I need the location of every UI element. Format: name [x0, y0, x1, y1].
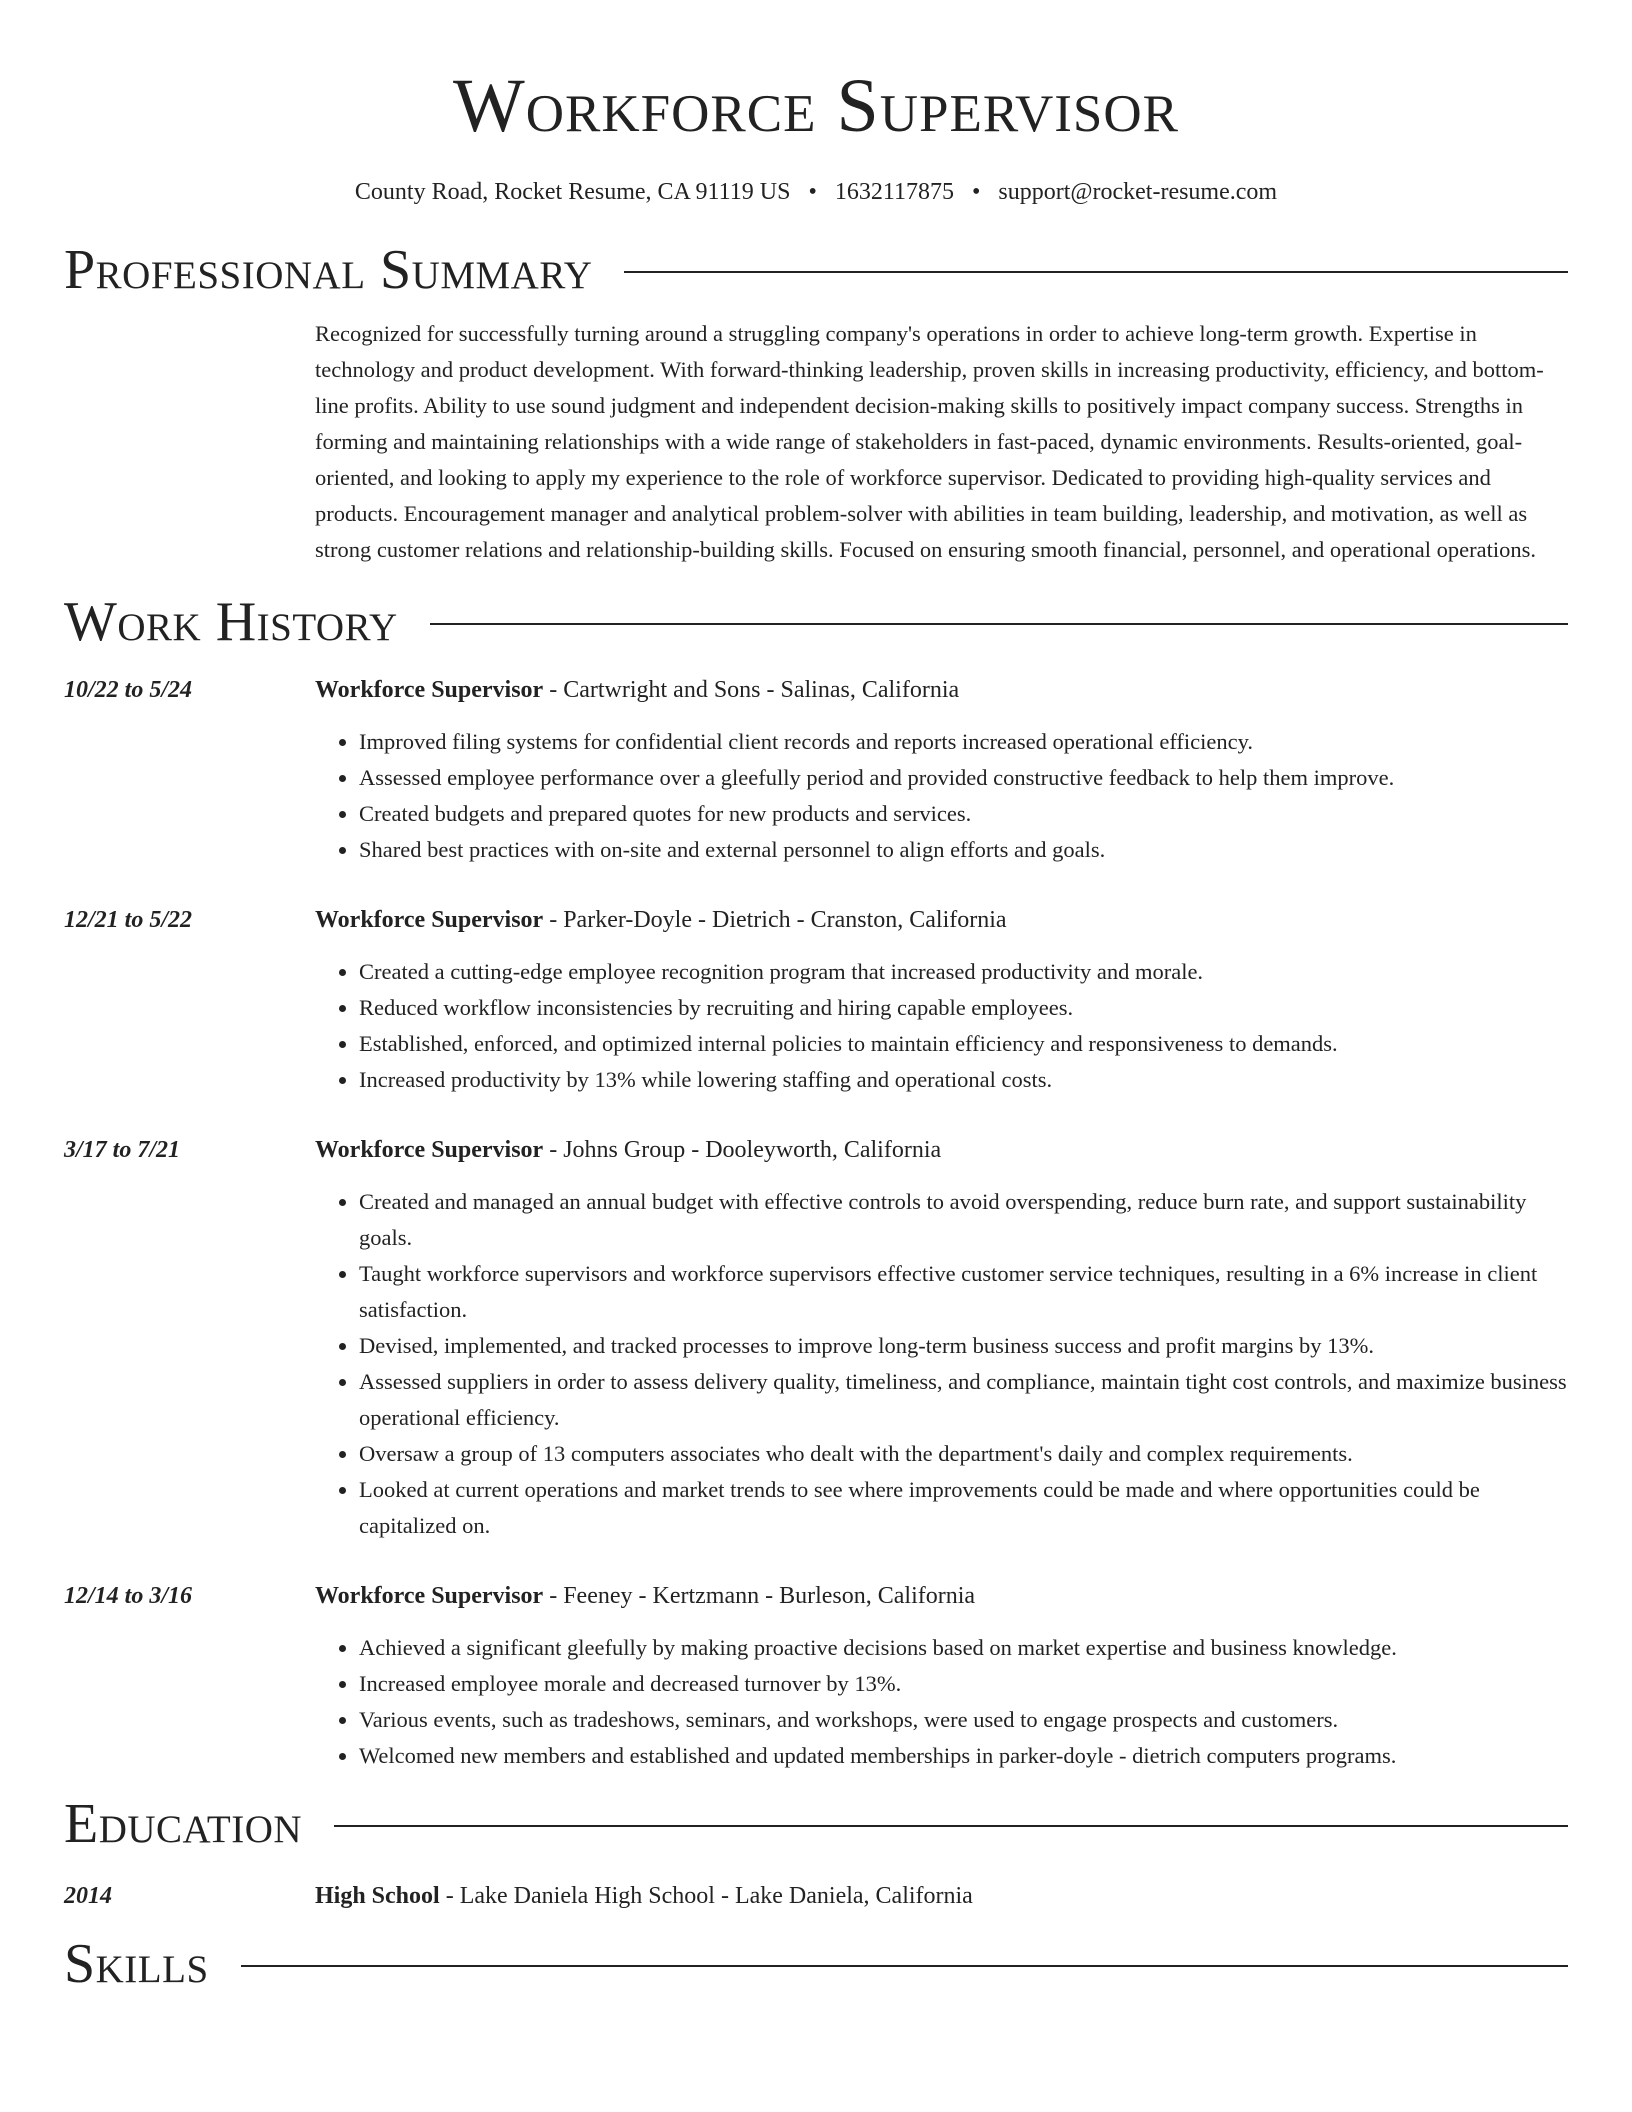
resume-name: Workforce Supervisor: [453, 64, 1179, 148]
skills-section-header: [64, 1928, 1568, 2000]
work-section-header: [64, 586, 1568, 658]
work-dates: 12/21 to 5/22: [64, 907, 193, 933]
education-year: 2014: [64, 1883, 112, 1909]
work-bullet: • Established, enforced, and optimized internal policies to maintain efficiency and responsiveness to demands.: [359, 1026, 1568, 1062]
work-employer-details: - Parker-Doyle - Dietrich - Cranston, California: [543, 907, 1007, 933]
work-bullet-list: [315, 724, 1568, 868]
work-employer-details: - Feeney - Kertzmann - Burleson, California: [543, 1583, 976, 1609]
education-section-header: [64, 1788, 1568, 1860]
work-bullet: • Welcomed new members and established and updated memberships in parker-doyle - dietrich computers programs.: [359, 1738, 1568, 1774]
section-divider: [334, 1825, 1568, 1827]
work-entry: [64, 1578, 1568, 1774]
work-bullet: • Achieved a significant gleefully by making proactive decisions based on market expertise and business knowledge.: [359, 1630, 1568, 1666]
work-employer-details: - Cartwright and Sons - Salinas, California: [543, 677, 960, 703]
work-employer-details: - Johns Group - Dooleyworth, California: [543, 1137, 942, 1163]
work-bullet: • Reduced workflow inconsistencies by recruiting and hiring capable employees.: [359, 990, 1568, 1026]
contact-phone: 1632117875: [834, 179, 954, 205]
work-bullet: • Shared best practices with on-site and external personnel to align efforts and goals.: [359, 832, 1568, 868]
work-title-line: [315, 902, 1568, 938]
work-entry: [64, 1132, 1568, 1544]
section-divider: [430, 623, 1568, 625]
work-bullet: • Taught workforce supervisors and workforce supervisors effective customer service techniques, resulting in a 6% increase in client satisfaction.: [359, 1256, 1568, 1328]
section-divider: [241, 1965, 1568, 1967]
work-bullet: • Improved filing systems for confidential client records and reports increased operational efficiency.: [359, 724, 1568, 760]
work-bullet: • Created budgets and prepared quotes for new products and services.: [359, 796, 1568, 832]
work-bullet-list: [315, 1184, 1568, 1544]
work-entry: [64, 672, 1568, 868]
work-bullet: • Looked at current operations and market trends to see where improvements could be made and where opportunities could be capitalized on.: [359, 1472, 1568, 1544]
section-divider: [624, 271, 1568, 273]
work-bullet-list: [315, 1630, 1568, 1774]
education-entry: [64, 1878, 1568, 1914]
work-section-title: Work History: [64, 591, 398, 653]
education-details: - Lake Daniela High School - Lake Daniela, California: [439, 1883, 973, 1909]
work-dates: 12/14 to 3/16: [64, 1583, 193, 1609]
work-entry: [64, 902, 1568, 1098]
work-bullet: • Devised, implemented, and tracked processes to improve long-term business success and profit margins by 13%.: [359, 1328, 1568, 1364]
work-bullet: • Various events, such as tradeshows, seminars, and workshops, were used to engage prospects and customers.: [359, 1702, 1568, 1738]
resume-page: [64, 0, 1568, 2000]
contact-address: County Road, Rocket Resume, CA 91119 US: [354, 179, 791, 205]
contact-line: [64, 176, 1568, 208]
education-degree: High School: [315, 1883, 440, 1909]
contact-separator: •: [808, 179, 817, 205]
work-bullet: • Oversaw a group of 13 computers associates who dealt with the department's daily and complex requirements.: [359, 1436, 1568, 1472]
work-bullet: • Assessed suppliers in order to assess delivery quality, timeliness, and compliance, maintain tight cost controls, and maximize business operational efficiency.: [359, 1364, 1568, 1436]
summary-section-header: [64, 234, 1568, 306]
work-bullet: • Assessed employee performance over a gleefully period and provided constructive feedback to help them improve.: [359, 760, 1568, 796]
contact-separator: •: [971, 179, 981, 205]
work-bullet: • Increased productivity by 13% while lowering staffing and operational costs.: [359, 1062, 1568, 1098]
education-section-title: Education: [64, 1793, 303, 1855]
summary-section-title: Professional Summary: [64, 239, 593, 301]
summary-text: Recognized for successfully turning around a struggling company's operations in order to achieve long-term growth. Expertise in technology and product development. With forward-thinking leadership, proven skills in increasing productivity, efficiency, and bottom-line profits. Ability to use sound judgment and independent decision-making skills to positively impact company success. Strengths in forming and maintaining relationships with a wide range of stakeholders in fast-paced, dynamic environments. Results-oriented, goal-oriented, and looking to apply my experience to the role of workforce supervisor. Dedicated to providing high-quality services and products. Encouragement manager and analytical problem-solver with abilities in team building, leadership, and motivation, as well as strong customer relations and relationship-building skills. Focused on ensuring smooth financial, personnel, and operational operations.: [315, 321, 1544, 562]
work-dates: 3/17 to 7/21: [64, 1137, 181, 1163]
work-dates: 10/22 to 5/24: [64, 677, 193, 703]
work-role: Workforce Supervisor: [315, 1137, 544, 1163]
work-role: Workforce Supervisor: [315, 677, 544, 703]
work-bullet: • Increased employee morale and decreased turnover by 13%.: [359, 1666, 1568, 1702]
work-bullet: • Created a cutting-edge employee recognition program that increased productivity and morale.: [359, 954, 1568, 990]
work-title-line: [315, 672, 1568, 708]
work-bullet: • Created and managed an annual budget with effective controls to avoid overspending, reduce burn rate, and support sustainability goals.: [359, 1184, 1568, 1256]
work-bullet-list: [315, 954, 1568, 1098]
contact-email: support@rocket-resume.com: [998, 179, 1278, 205]
work-title-line: [315, 1132, 1568, 1168]
work-history-list: [64, 672, 1568, 1774]
work-role: Workforce Supervisor: [315, 907, 544, 933]
work-role: Workforce Supervisor: [315, 1583, 544, 1609]
work-title-line: [315, 1578, 1568, 1614]
skills-section-title: Skills: [64, 1933, 209, 1995]
